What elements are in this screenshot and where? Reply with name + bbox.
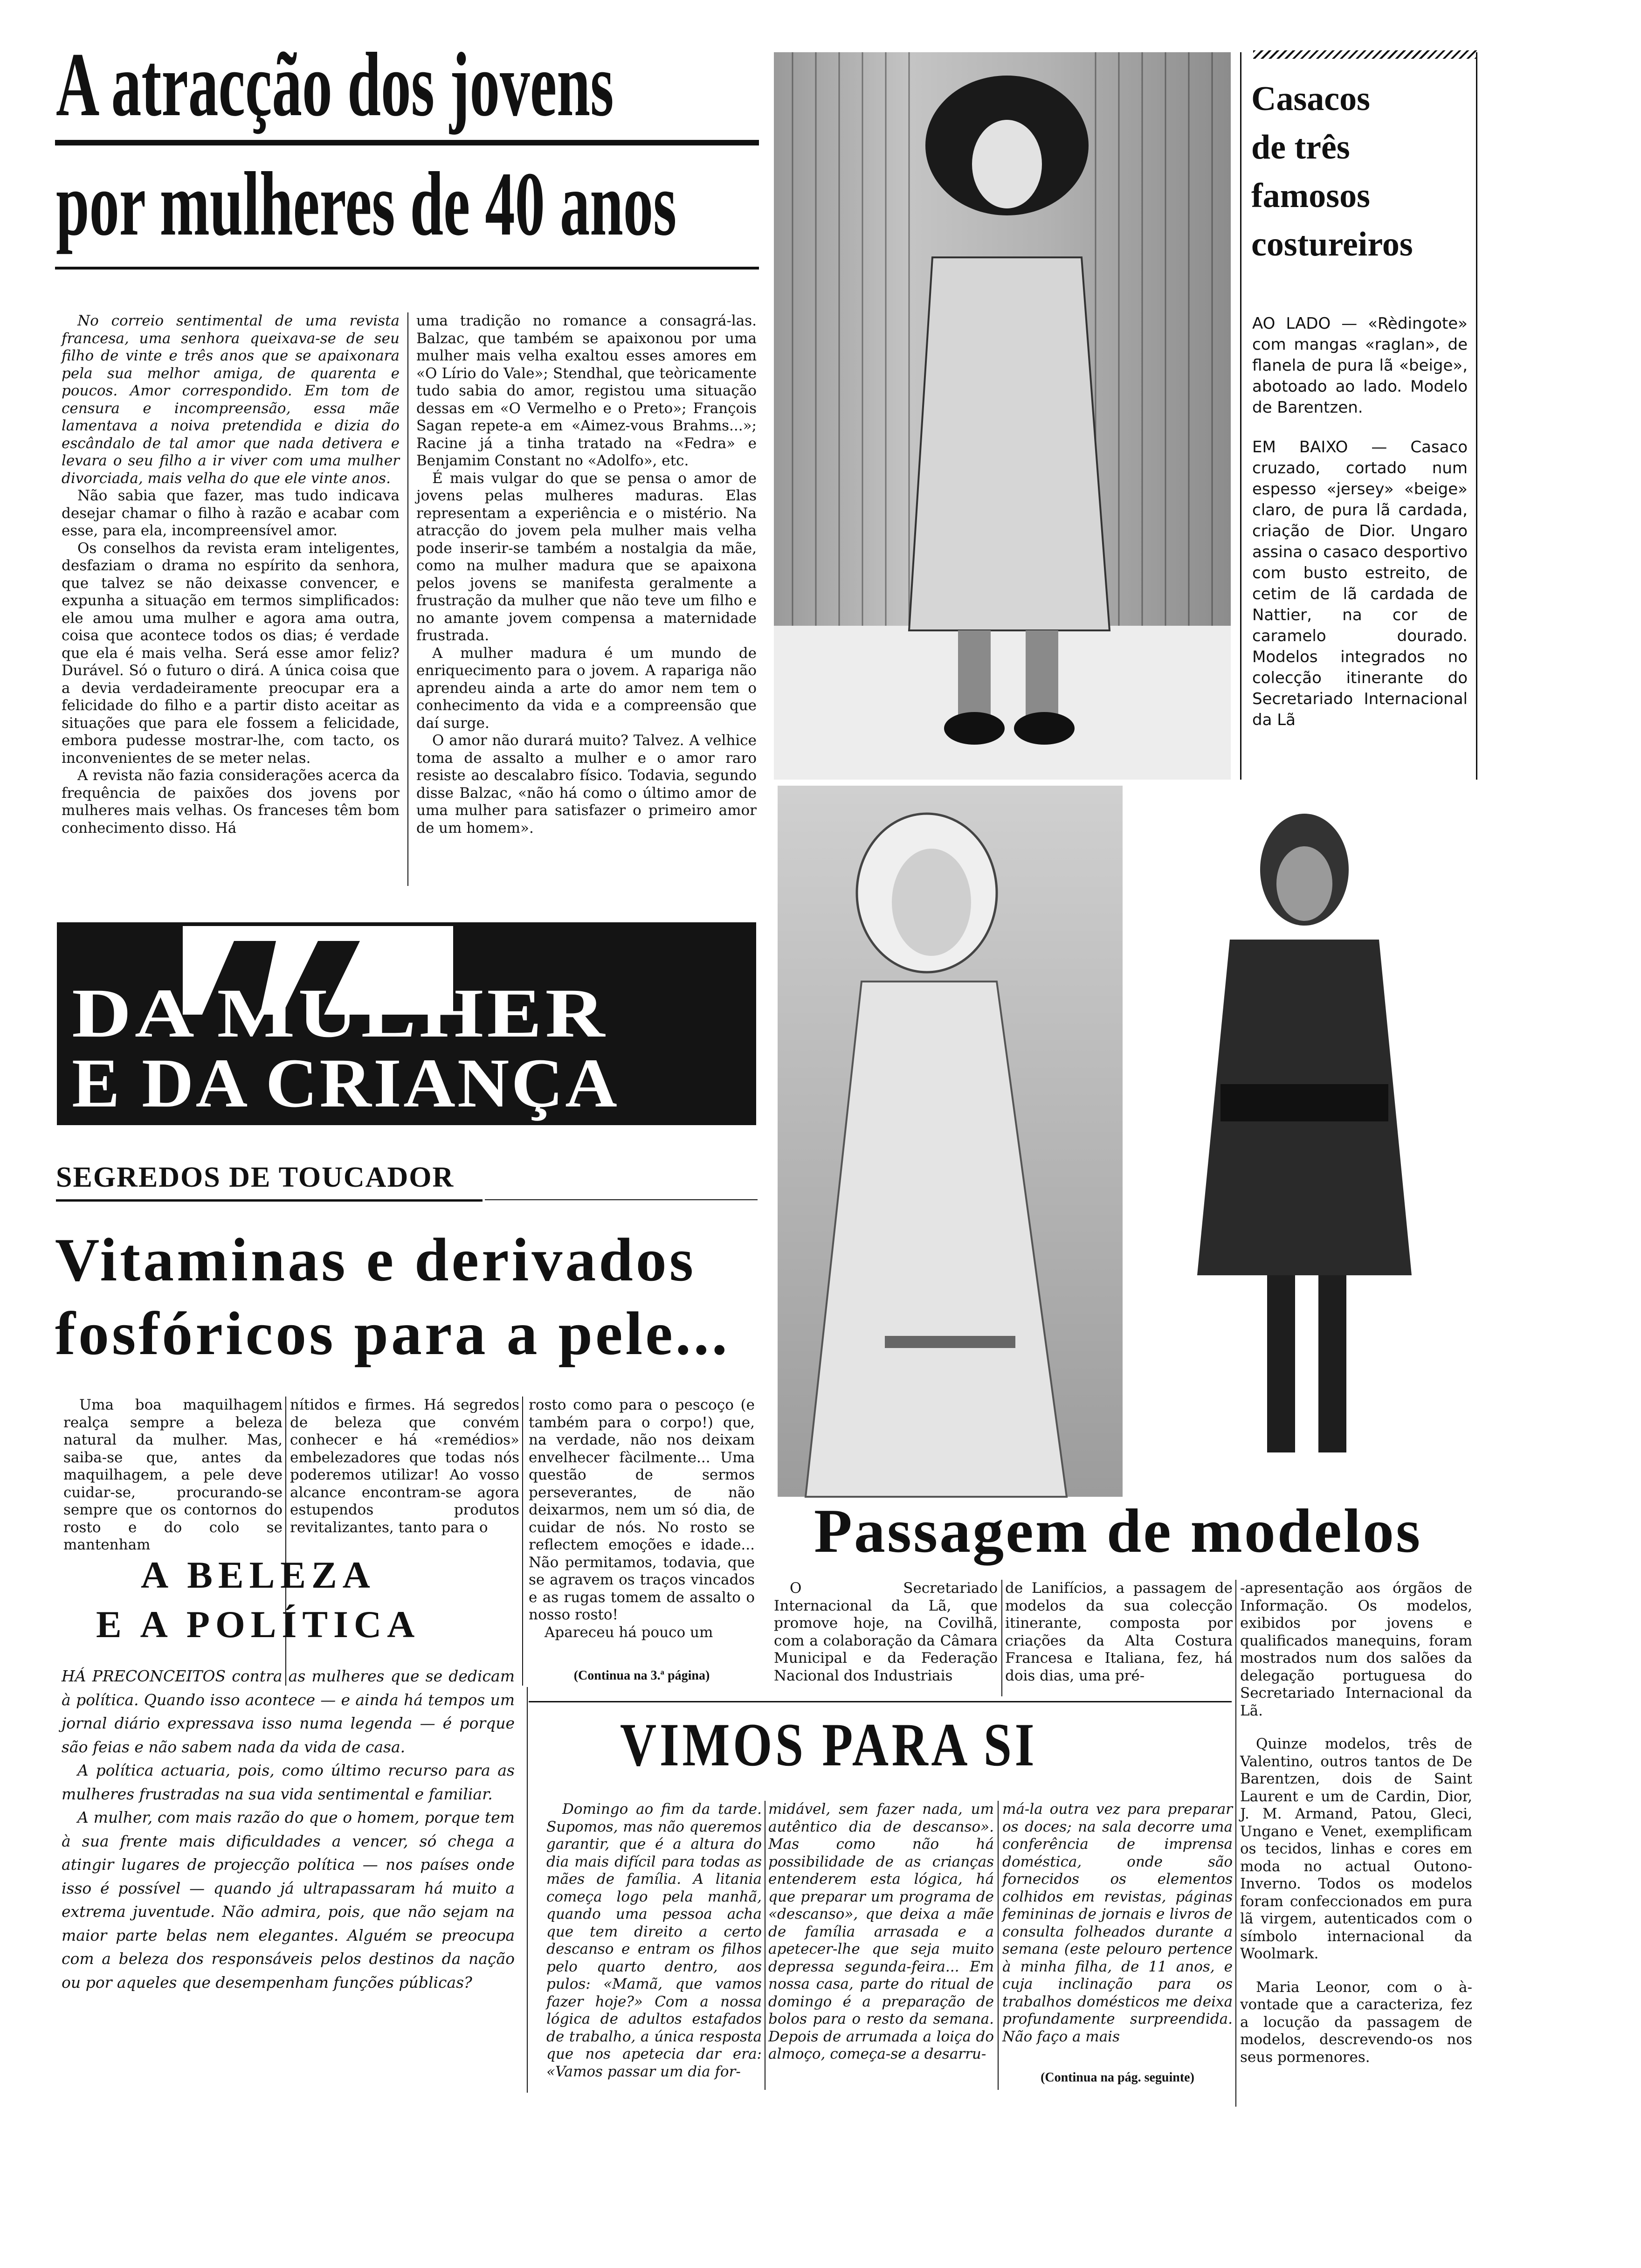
main-article-col1	[62, 312, 400, 886]
vimos-paragraph: Domingo ao fim da tarde. Supomos, mas não queremos garantir, que é a altura do dia mais difícil para todas as mães de família. A litania começa logo pela manhã, quando uma pessoa acha que tem direito a certo descanso e entram os filhos pelo quarto dentro, aos pulos: «Mamã, que vamos fazer hoje?» Com a nossa lógica de adultos estafados de trabalho, a única resposta que nos apetecia dar era: «Vamos passar um dia for-	[546, 1801, 762, 2080]
headline-rule	[55, 140, 759, 145]
redingote-model-icon	[774, 52, 1231, 780]
fashion-photo-dior-jersey	[778, 786, 1123, 1497]
masthead-line2: E DA CRIANÇA	[72, 1044, 619, 1122]
vimos-col2	[768, 1801, 994, 2090]
passagem-paragraph: O Secretariado Internacional da Lã, que promove hoje, na Covilhã, com a colaboração da Câmara Municipal e da Federação Nacional dos Industriais	[774, 1580, 998, 1684]
casacos-captions	[1252, 313, 1468, 775]
passagem-paragraph: Maria Leonor, com o à-vontade que a caracteriza, fez a locução da passagem de modelos, descrevendo-os nos seus pormenores.	[1240, 1978, 1472, 2066]
vimos-paragraph: má-la outra vez para preparar os doces; na sala decorre uma conferência de imprensa doméstica, onde são fornecidos os elementos colhidos em revistas, páginas femininas de jornais e livros de consulta folheados durante a semana (este pelouro pertence à minha filha, de 11 anos, e cuja inclinação para os trabalhos domésticos me deixa profundamente surpreendida. Não faço a mais	[1002, 1801, 1233, 2045]
main-headline-line2: por mulheres de 40 anos	[56, 153, 677, 255]
casacos-title-line: famosos	[1251, 177, 1370, 215]
casacos-caption: EM BAIXO — Casaco cruzado, cortado num espesso «jersey» «beige» claro, de pura lã cardada, criação de Dior. Ungaro assina o casaco desportivo com busto estreito, de cetim de lã cardada de Nattier, na cor de caramelo dourado. Modelos integrados no colecção itinerante do Secretariado Internacional da Lã	[1252, 438, 1468, 729]
casacos-title	[1251, 75, 1470, 269]
beleza-title-line1: A BELEZA	[141, 1554, 376, 1596]
ungaro-model-icon	[1132, 786, 1477, 1497]
vimos-col3	[1002, 1801, 1233, 2062]
toucador-title-line1: Vitaminas e derivados	[55, 1225, 696, 1294]
main-article-paragraph: A mulher madura é um mundo de enriquecimento para o jovem. A rapariga não aprendeu ainda a arte do amor nem tem o conhecimento da vida e a compreensão que daí surge.	[416, 644, 757, 732]
toucador-paragraph: Apareceu há pouco um	[545, 1624, 713, 1641]
column-rule	[1001, 1580, 1002, 1696]
casacos-caption: AO LADO — «Rèdingote» com mangas «raglan», de flanela de pura lã «beige», abotoado ao lado. Modelo de Barentzen.	[1252, 314, 1468, 417]
vimos-col1	[546, 1801, 762, 2090]
toucador-paragraph: rosto como para o pescoço (e também para o corpo!) que, na verdade, não nos deixam envelhecer fàcilmente... Uma questão de sermos perseverantes, de não deixarmos, nem um só dia, de cuidar de nós. No rosto se reflectem emoções e idade... Não permitamos, todavia, que se agravem os traços vincados e as rugas tomem de assalto o nosso rosto!	[529, 1397, 755, 1623]
vimos-paragraph: midável, sem fazer nada, um autêntico dia de descanso». Mas como não há possibilidade de as crianças entenderem esta lógica, há que preparar um programa de «descanso», que deixa a mãe de família arrasada e a apetecer-lhe que seja muito depressa segunda-feira... Em nossa casa, parte do ritual de domingo é a preparação de bolos para o resto da semana. Depois de arrumada a loiça do almoço, começa-se a desarru-	[768, 1801, 994, 2062]
main-article-paragraph: É mais vulgar do que se pensa o amor de jovens pelas mulheres maduras. Elas representam a experiência e o mistério. Na atracção do jovem pela mulher mais velha pode inserir-se também a nostalgia da mãe, como na mulher madura que se apaixona pelos jovens se manifesta geralmente a frustração da mulher que não teve um filho e no amante jovem compensa a maternidade frustrada.	[416, 470, 757, 644]
column-rule	[407, 312, 408, 886]
passagem-col2	[1005, 1580, 1233, 1696]
passagem-paragraph: de Lanifícios, a passagem de modelos da sua colecção itinerante, composta por criações da Alta Costura Francesa e Italiana, fez, há dois dias, uma pré-	[1005, 1580, 1233, 1684]
main-article-paragraph: Não sabia que fazer, mas tudo indicava desejar chamar o filho à razão e acabar com esse, para ela, incompreensível amor.	[62, 487, 400, 539]
dior-model-icon	[778, 786, 1123, 1497]
casacos-box-right	[1476, 52, 1477, 780]
main-article-paragraph: Os conselhos da revista eram inteligentes, desfaziam o drama no espírito da senhora, que talvez se não deixasse convencer, e expunha a situação em termos simplificados: ele amou uma mulher e agora ama outra, coisa que acontece todos os dias; é verdade que ela é mais velha. Será esse amor feliz? Durável. Só o futuro o dirá. A única coisa que a devia verdadeiramente preocupar era a felicidade do filho e a partir disto aceitar as situações que para ele fossem a felicidade, embora pudesse mostrar-lhe, com tacto, os inconvenientes de se meter nelas.	[62, 539, 400, 767]
main-headline-line1: A atracção dos jovens	[56, 34, 614, 135]
passagem-paragraph: Quinze modelos, três de Valentino, outros tantos de De Barentzen, dois de Saint Laurent e um de Cardin, Dior, J. M. Armand, Patou, Gleci, Ungano e Venet, exemplificam os tecidos, linhas e cores em moda no actual Outono-Inverno. Todos os modelos foram confeccionados em pura lã virgem, autenticados com o símbolo internacional da Woolmark.	[1240, 1736, 1472, 1962]
fashion-photo-redingote	[774, 52, 1231, 780]
beleza-paragraph: HÁ PRECONCEITOS contra as mulheres que se dedicam à política. Quando isso acontece — e ainda há tempos um jornal diário expressava isso numa legenda — é porque são feias e não sabem nada da vida de casa.	[62, 1667, 515, 1756]
passagem-paragraph: -apresentação aos órgãos de Informação. Os modelos, exibidos por jovens e qualificados manequins, foram mostrados num dos salões da delegação portuguesa do Secretariado Internacional da Lã.	[1240, 1580, 1472, 1719]
headline-rule-bottom	[55, 267, 759, 270]
casacos-title-line: Casacos	[1251, 80, 1370, 118]
casacos-box-left	[1240, 52, 1241, 780]
passagem-title: Passagem de modelos	[814, 1496, 1422, 1565]
section-masthead	[57, 922, 756, 1125]
beleza-paragraph: A política actuaria, pois, como último recurso para as mulheres frustradas na sua vida sentimental e familiar.	[62, 1761, 515, 1803]
toucador-col3	[529, 1397, 755, 1658]
toucador-col1	[63, 1397, 283, 1553]
main-article-intro: No correio sentimental de uma revista francesa, uma senhora queixava-se de seu filho de vinte e três anos que se apaixonara pela sua melhor amiga, de quarenta e poucos. Amor correspondido. Em tom de censura e incompreensão, essa mãe lamentava a noiva pretendida e dizia do escândalo de tal amor que nada detivera e levara o seu filho a ir viver com uma mulher divorciada, mais velha do que ele vinte anos.	[62, 312, 400, 487]
main-article-paragraph: A revista não fazia considerações acerca da frequência de paixões dos jovens por mulheres mais velhas. Os franceses têm bom conhecimento disso. Há	[62, 767, 400, 837]
column-rule	[522, 1397, 523, 1686]
kicker-underline	[56, 1199, 483, 1202]
beleza-body	[62, 1665, 515, 2089]
fashion-photo-ungaro-coat	[1132, 786, 1477, 1497]
toucador-continued: (Continua na 3.ª página)	[573, 1668, 710, 1683]
vimos-title: VIMOS PARA SI	[620, 1710, 1038, 1779]
beleza-title-line2: E A POLÍTICA	[96, 1603, 421, 1646]
passagem-col3	[1240, 1580, 1472, 2111]
vimos-continued: (Continua na pág. seguinte)	[1041, 2070, 1194, 2085]
column-rule	[1235, 1580, 1236, 2107]
masthead-line1: DA MULHER	[72, 975, 608, 1052]
toucador-title-line2: fosfóricos para a pele...	[55, 1299, 730, 1368]
passagem-col1	[774, 1580, 998, 1696]
casacos-top-border-zigzag	[1253, 50, 1477, 59]
casacos-title-line: costureiros	[1251, 225, 1413, 263]
casacos-title-line: de três	[1251, 128, 1350, 166]
main-article-paragraph: uma tradição no romance a consagrá-las. Balzac, que também se apaixonou por uma mulher mais velha exaltou esses amores em «O Lírio do Vale»; Stendhal, que teòricamente tudo sabia do amor, registou uma situação dessas em «O Vermelho e o Preto»; François Sagan repete-a em «Aimez-vous Brahms...»; Racine já a tinha tratado na «Fedra» e Benjamim Constant no «Adolfo», etc.	[416, 312, 757, 469]
main-article-col2	[416, 312, 757, 886]
beleza-paragraph: A mulher, com mais razão do que o homem, porque tem à sua frente mais dificuldades a vencer, só chega a atingir lugares de projecção política — nos países onde isso é possível — quando já ultrapassaram há muito a extrema juventude. Não admira, pois, que não sejam na maior parte belas nem elegantes. Alguém se preocupa com a beleza dos responsáveis pelos destinos da nação ou por aqueles que desempenham funções públicas?	[62, 1808, 515, 1991]
vimos-left-rule	[527, 1687, 528, 2093]
kicker-rule-right	[485, 1199, 758, 1200]
toucador-col2	[290, 1397, 519, 1536]
main-article-paragraph: O amor não durará muito? Talvez. A velhice toma de assalto a mulher e o amor raro resiste ao descalabro físico. Todavia, segundo disse Balzac, «não há como o último amor de uma mulher para satisfazer o primeiro amor de um homem».	[416, 732, 757, 837]
toucador-kicker: SEGREDOS DE TOUCADOR	[56, 1162, 455, 1193]
toucador-paragraph: nítidos e firmes. Há segredos de beleza que convém conhecer e há «remédios» embelezadores que todas nós poderemos utilizar! Ao vosso alcance encontram-se agora estupendos produtos revitalizantes, tanto para o	[290, 1397, 519, 1536]
toucador-paragraph: Uma boa maquilhagem realça sempre a beleza natural da mulher. Mas, saiba-se que, antes da maquilhagem, a pele deve cuidar-se, procurando-se sempre que os contornos do rosto e do colo se mantenham	[63, 1397, 283, 1553]
column-rule	[998, 1801, 999, 2090]
vimos-top-rule	[529, 1701, 1232, 1702]
